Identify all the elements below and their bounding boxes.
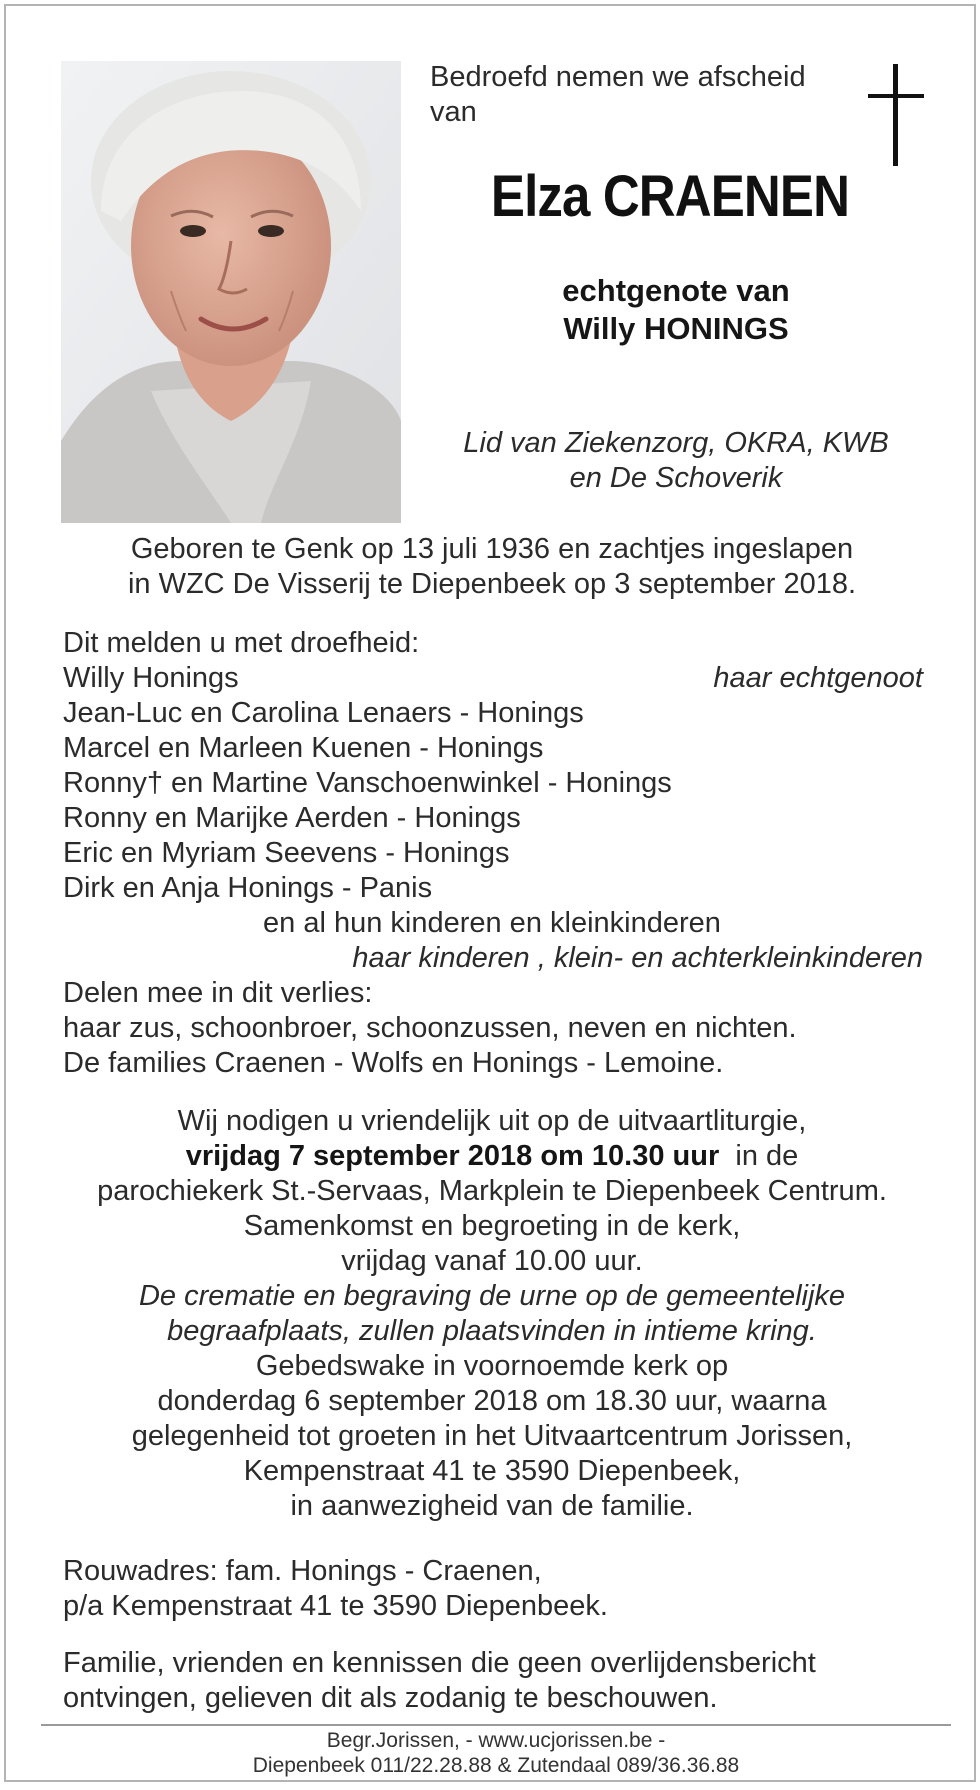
closing-line: Familie, vrienden en kennissen die geen overlijdensbericht	[63, 1647, 816, 1679]
child-row: Jean-Luc en Carolina Lenaers - Honings	[63, 697, 584, 729]
date-line	[46, 1139, 938, 1174]
mourning-address	[63, 1554, 923, 1624]
relatives-line: haar zus, schoonbroer, schoonzussen, neven en nichten.	[63, 1012, 797, 1044]
memberships	[436, 426, 916, 496]
footer-divider	[41, 1724, 951, 1726]
death-notice	[4, 4, 976, 1782]
gathering-line: Samenkomst en begroeting in de kerk,	[243, 1210, 741, 1242]
child-row: Eric en Myriam Seevens - Honings	[63, 837, 510, 869]
cremation-line: begraafplaats, zullen plaatsvinden in intieme kring.	[167, 1315, 817, 1347]
child-row: Ronny en Marijke Aerden - Honings	[63, 802, 521, 834]
intro-text: Bedroefd nemen we afscheid van	[430, 61, 806, 128]
birth-line: Geboren te Genk op 13 juli 1936 en zachtjes ingeslapen	[130, 533, 854, 565]
share-heading: Delen mee in dit verlies:	[63, 977, 373, 1009]
footer-line: Begr.Jorissen, - www.ucjorissen.be -	[326, 1729, 666, 1752]
children-role: haar kinderen , klein- en achterkleinkinderen	[352, 942, 923, 974]
spouse-row-name: Willy Honings	[63, 662, 239, 694]
announcement-heading: Dit melden u met droefheid:	[63, 627, 420, 659]
portrait-photo	[61, 61, 401, 523]
gathering-line: vrijdag vanaf 10.00 uur.	[341, 1245, 643, 1277]
child-row: Marcel en Marleen Kuenen - Honings	[63, 732, 544, 764]
spouse-row-role: haar echtgenoot	[713, 662, 923, 694]
vigil-line: Kempenstraat 41 te 3590 Diepenbeek,	[243, 1455, 741, 1487]
spouse-relation: echtgenote van	[562, 273, 790, 308]
invite-line: Wij nodigen u vriendelijk uit op de uitvaartliturgie,	[177, 1105, 807, 1137]
deceased-name: Elza CRAENEN	[490, 164, 850, 229]
vigil-line: donderdag 6 september 2018 om 18.30 uur, waarna	[157, 1385, 827, 1417]
funeral-date-time: vrijdag 7 september 2018 om 10.30 uur	[185, 1140, 720, 1172]
footer	[41, 1728, 951, 1778]
death-line: in WZC De Visserij te Diepenbeek op 3 september 2018.	[127, 568, 857, 600]
grandchildren-line: en al hun kinderen en kleinkinderen	[263, 907, 721, 939]
date-suffix: in de	[735, 1140, 799, 1172]
address-line: p/a Kempenstraat 41 te 3590 Diepenbeek.	[63, 1590, 608, 1622]
ceremony-info	[46, 1104, 938, 1524]
birth-death-info	[46, 532, 938, 602]
spouse-name: Willy HONINGS	[563, 311, 789, 346]
cross-icon	[868, 64, 924, 166]
church-line: parochiekerk St.-Servaas, Markplein te Diepenbeek Centrum.	[97, 1175, 887, 1207]
child-row: Dirk en Anja Honings - Panis	[63, 872, 433, 904]
spouse-row	[63, 661, 923, 696]
family-list	[63, 626, 923, 1081]
vigil-line: in aanwezigheid van de familie.	[290, 1490, 694, 1522]
vigil-line: Gebedswake in voornoemde kerk op	[255, 1350, 729, 1382]
membership-line: en De Schoverik	[569, 462, 783, 494]
spouse-block	[476, 272, 876, 348]
footer-line: Diepenbeek 011/22.28.88 & Zutendaal 089/36.36.88	[252, 1754, 740, 1777]
closing-note	[63, 1646, 923, 1716]
vigil-line: gelegenheid tot groeten in het Uitvaartcentrum Jorissen,	[131, 1420, 853, 1452]
relatives-line: De families Craenen - Wolfs en Honings - Lemoine.	[63, 1047, 724, 1079]
child-row: Ronny† en Martine Vanschoenwinkel - Honings	[63, 767, 672, 799]
cremation-line: De crematie en begraving de urne op de gemeentelijke	[138, 1280, 846, 1312]
membership-line: Lid van Ziekenzorg, OKRA, KWB	[463, 427, 889, 459]
address-line: Rouwadres: fam. Honings - Craenen,	[63, 1555, 542, 1587]
closing-line: ontvingen, gelieven dit als zodanig te beschouwen.	[63, 1682, 718, 1714]
